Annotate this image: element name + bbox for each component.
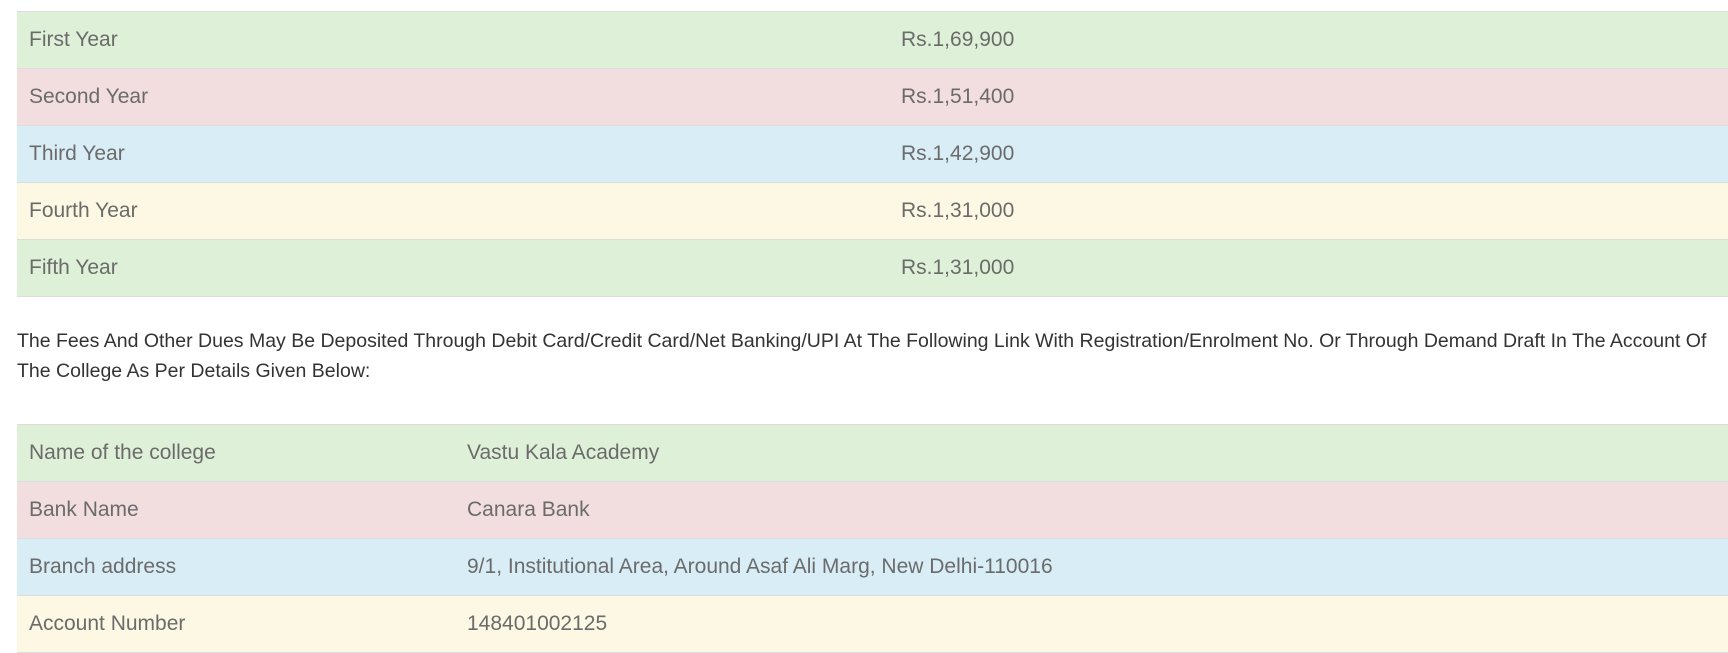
detail-value: Vastu Kala Academy [455,425,1728,482]
bank-details-table [17,424,1728,653]
fee-row-second-year [17,69,1728,126]
fee-row-third-year [17,126,1728,183]
year-label: First Year [17,12,889,69]
year-label: Second Year [17,69,889,126]
fee-row-first-year [17,12,1728,69]
year-label: Fifth Year [17,240,889,297]
year-label: Fourth Year [17,183,889,240]
detail-label: Bank Name [17,482,455,539]
fee-structure-table [17,11,1728,297]
detail-label: Branch address [17,539,455,596]
fee-row-fifth-year [17,240,1728,297]
bank-row-bank-name [17,482,1728,539]
detail-value: Canara Bank [455,482,1728,539]
fee-amount: Rs.1,69,900 [889,12,1728,69]
fee-amount: Rs.1,51,400 [889,69,1728,126]
detail-label: Name of the college [17,425,455,482]
year-label: Third Year [17,126,889,183]
bank-row-account-number [17,596,1728,653]
detail-label: Account Number [17,596,455,653]
bank-row-college-name [17,425,1728,482]
detail-value: 9/1, Institutional Area, Around Asaf Ali Marg, New Delhi-110016 [455,539,1728,596]
fee-amount: Rs.1,31,000 [889,240,1728,297]
payment-instructions: The Fees And Other Dues May Be Deposited Through Debit Card/Credit Card/Net Banking/UPI At The Following Link With Registration/Enrolment No. Or Through Demand Draft In The Account Of The College As Per Details Given Below: [17,330,1707,382]
fee-amount: Rs.1,42,900 [889,126,1728,183]
fee-amount: Rs.1,31,000 [889,183,1728,240]
bank-row-branch-address [17,539,1728,596]
fee-row-fourth-year [17,183,1728,240]
detail-value: 148401002125 [455,596,1728,653]
